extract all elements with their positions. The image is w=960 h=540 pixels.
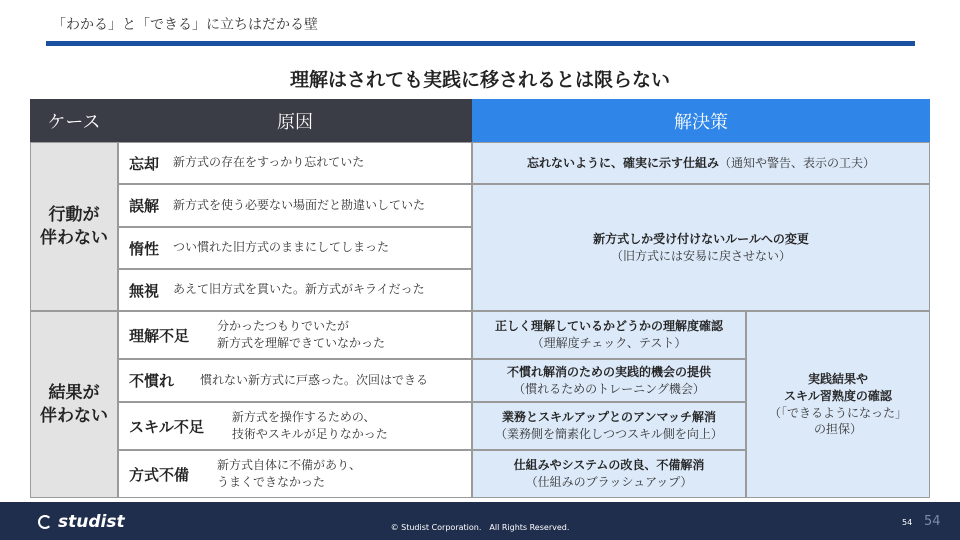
footer-bar: [0, 502, 960, 540]
cause-description: つい慣れた旧方式のままにしてしまった: [173, 240, 390, 255]
solution-main: スキル習熟度の確認: [784, 388, 892, 403]
cause-key: スキル不足: [129, 417, 204, 436]
solution-rule-change: [472, 184, 930, 311]
logo-text: studist: [58, 512, 125, 532]
cause-description-line: 新方式を操作するための、: [231, 409, 376, 424]
cause-key: 理解不足: [129, 326, 190, 345]
cause-key: 不慣れ: [129, 372, 175, 390]
solution-main: 正しく理解しているかどうかの理解度確認: [494, 319, 723, 334]
cause-description-line: 技術やスキルが足りなかった: [231, 427, 388, 441]
solution-main: 業務とスキルアップとのアンマッチ解消: [501, 410, 717, 425]
header-rule: [46, 41, 915, 46]
cause-description: 新方式の存在をすっかり忘れていた: [173, 155, 365, 170]
solution-sub: （「できるようになった」: [768, 405, 907, 420]
cause-description: あえて旧方式を貫いた。新方式がキライだった: [173, 282, 425, 297]
solution-skill-mismatch: [472, 402, 746, 450]
group-label-line: 伴わない: [40, 227, 108, 248]
cause-description: [217, 318, 385, 353]
header-cause: 原因: [118, 99, 472, 142]
cause-description-line: 分かったつもりでいたが: [217, 318, 350, 333]
solution-main: 忘れないように、確実に示す仕組み: [526, 155, 719, 170]
cause-solution-table: [30, 99, 930, 498]
header-case: ケース: [30, 99, 118, 142]
cause-row: [118, 359, 472, 402]
page-number: 54: [924, 514, 941, 529]
cause-description-line: 新方式自体に不備があり、: [217, 457, 362, 472]
cause-row: [118, 142, 472, 184]
cause-row: [118, 184, 472, 227]
cause-key: 惰性: [129, 239, 160, 258]
cause-description: 新方式を使う必要ない場面だと勘違いしていた: [173, 197, 426, 212]
header-title: 「わかる」と「できる」に立ちはだかる壁: [52, 17, 318, 33]
solution-sub: （通知や警告、表示の工夫）: [719, 155, 876, 170]
header-solution: 解決策: [472, 99, 930, 142]
solution-main: 不慣れ解消のための実践的機会の提供: [506, 364, 711, 379]
solution-main: 仕組みやシステムの改良、不備解消: [513, 458, 705, 473]
solution-verification: [746, 311, 930, 498]
solution-sub: （慣れるためのトレーニング機会）: [513, 381, 705, 396]
cause-description: [217, 457, 361, 492]
solution-main: 新方式しか受け付けないルールへの変更: [593, 231, 809, 246]
slide-subtitle: 理解はされても実践に移されるとは限らない: [289, 69, 670, 91]
cause-description: 慣れない新方式に戸惑った。次回はできる: [200, 372, 429, 387]
cause-key: 忘却: [129, 154, 160, 173]
cause-description-line: うまくできなかった: [217, 475, 326, 489]
solution-practice: [472, 359, 746, 402]
cause-key: 方式不備: [129, 465, 190, 484]
solution-sub: （仕組みのブラッシュアップ）: [525, 475, 693, 489]
cause-row: [118, 402, 472, 450]
copyright-text: © Studist Corporation. All Rights Reserved.: [390, 523, 570, 532]
solution-sub: （旧方式には安易に戻させない）: [610, 248, 791, 263]
page-number-small: 54: [902, 518, 913, 527]
cause-row: [118, 311, 472, 359]
cause-description-line: 新方式を理解できていなかった: [217, 336, 386, 350]
group-label-line: 行動が: [48, 204, 100, 225]
cause-key: 誤解: [129, 197, 160, 215]
group-label-line: 伴わない: [40, 405, 108, 426]
cause-description: [232, 409, 388, 444]
solution-sub: （理解度チェック、テスト）: [531, 336, 687, 350]
cause-key: 無視: [129, 281, 160, 300]
solution-main: 実践結果や: [807, 371, 868, 386]
cause-row: [118, 227, 472, 269]
cause-row: [118, 269, 472, 311]
group-label-result: [30, 311, 118, 498]
solution-understanding-check: [472, 311, 746, 359]
solution-sub: （業務側を簡素化しつつスキル側を向上）: [495, 427, 723, 441]
group-label-action: [30, 142, 118, 311]
cause-row: [118, 450, 472, 498]
solution-system-improve: [472, 450, 746, 498]
solution-forget: [472, 142, 930, 184]
solution-sub: の担保）: [813, 422, 862, 437]
group-label-line: 結果が: [48, 382, 100, 403]
